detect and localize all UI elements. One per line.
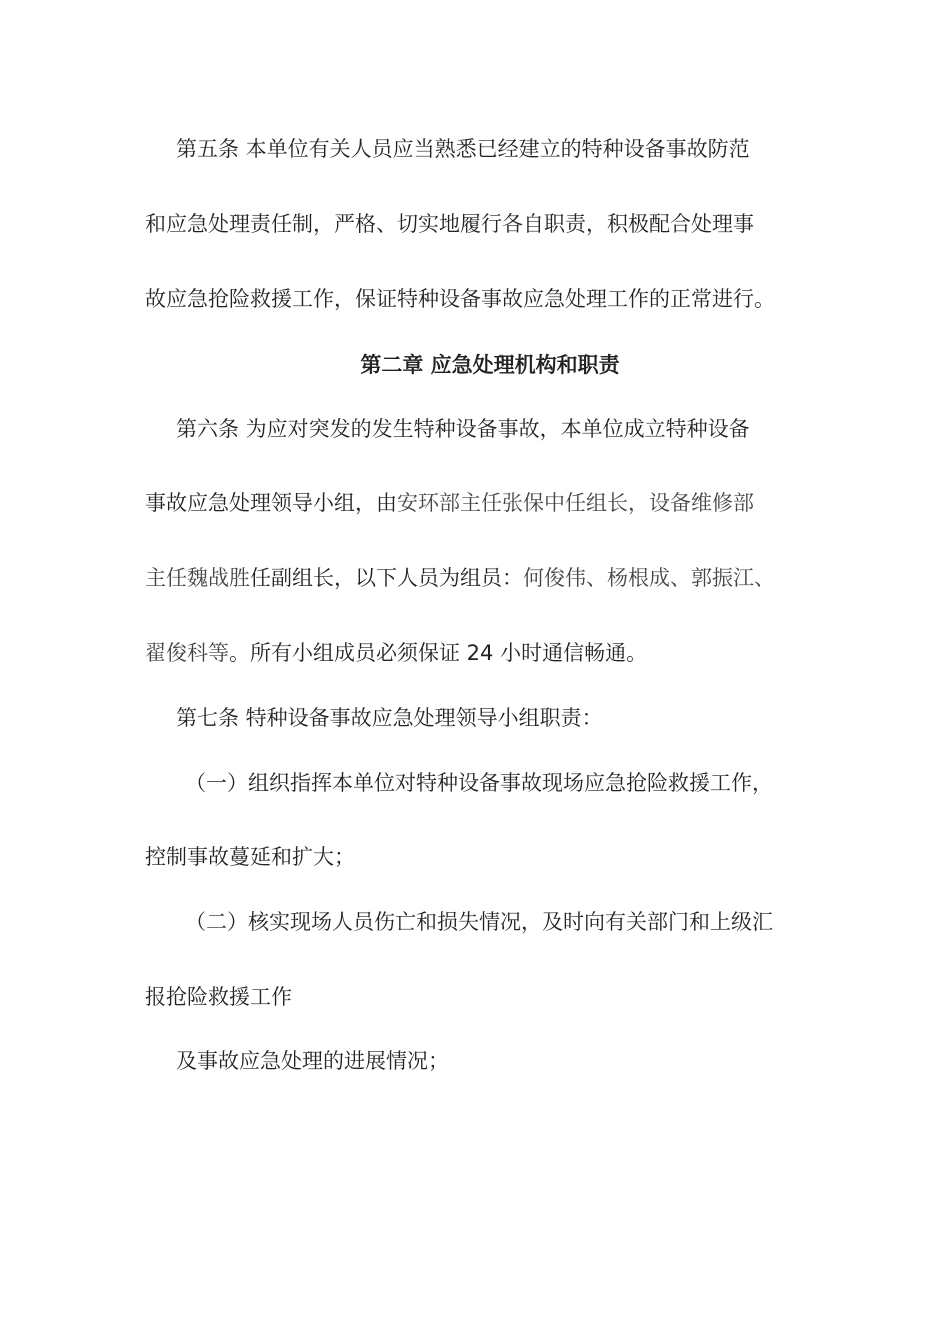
article6-line2-text: 事故应急处理领导小组，由 [145,491,397,515]
article6-line1: 第六条 为应对突发的发生特种设备事故，本单位成立特种设备 [176,417,750,441]
article7-item2-line2: 报抢险救援工作 [145,985,292,1009]
article7-item2-line3: 及事故应急处理的进展情况； [176,1049,449,1073]
article7-item2-line1: （二）核实现场人员伤亡和损失情况，及时向有关部门和上级汇 [185,910,773,934]
article6-line4-text: 。所有小组成员必须保证 24 小时通信畅通。 [229,641,648,665]
chapter2-heading: 第二章 应急处理机构和职责 [360,353,620,377]
article6-line2 [145,488,754,518]
article5-line1: 第五条 本单位有关人员应当熟悉已经建立的特种设备事故防范 [176,137,750,161]
member-names-end: 翟俊科等 [145,641,229,665]
leader-assignment: 安环部主任张保中任组长，设备维修部 [397,491,754,515]
article5-line3: 故应急抢险救援工作，保证特种设备事故应急处理工作的正常进行。 [145,287,775,311]
article6-line4 [145,638,647,668]
article7-item1-line2: 控制事故蔓延和扩大； [145,845,355,869]
article6-line3 [145,563,775,593]
article5-line2: 和应急处理责任制，严格、切实地履行各自职责，积极配合处理事 [145,212,754,236]
deputy-leader-name: 主任魏战胜 [145,566,250,590]
member-names: 何俊伟、杨根成、郭振江、 [523,566,775,590]
article7-item1-line1: （一）组织指挥本单位对特种设备事故现场应急抢险救援工作， [185,771,773,795]
article6-line3-text: 任副组长，以下人员为组员： [250,566,523,590]
article7-line1: 第七条 特种设备事故应急处理领导小组职责： [176,706,603,730]
